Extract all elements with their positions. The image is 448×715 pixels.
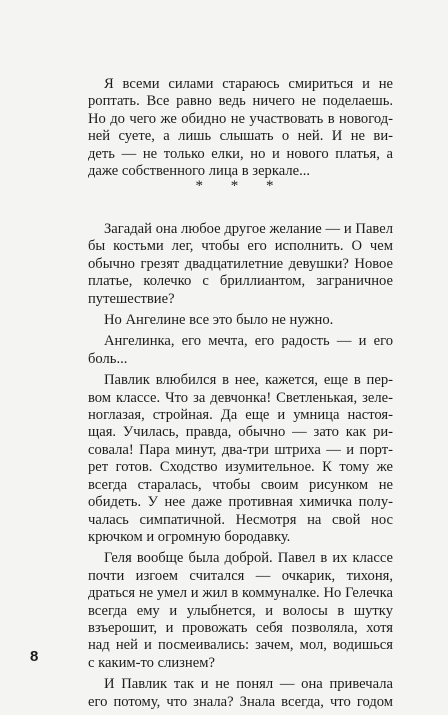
- text-line: его потому, что знала? Знала всегда, что годом: [88, 693, 393, 710]
- text-line: почти изгоем считался — очкарик, тихоня,: [88, 567, 393, 584]
- text-line: обычно грезят двадцатилетние девушки? Новое: [88, 255, 393, 272]
- text-line: Но до чего же обидно не участвовать в новогод-: [88, 110, 393, 127]
- text-line: рет готов. Сходство изумительное. К тому же: [88, 459, 393, 476]
- text-line: боль...: [88, 350, 128, 367]
- text-line: ней суете, а лишь слышать о ней. И не ви-: [88, 128, 393, 145]
- paragraph: [88, 221, 393, 308]
- text-line: крючком и огромную бородавку.: [88, 528, 291, 545]
- text-line: Я всеми силами стараюсь смириться и не: [104, 76, 393, 92]
- section-separator: * * *: [195, 178, 286, 194]
- paragraph: [88, 550, 393, 672]
- text-line: платье, колечко с бриллиантом, заграничное: [88, 273, 393, 290]
- paragraph: [88, 312, 393, 329]
- intro-paragraph: [88, 76, 393, 180]
- text-line: путешествие?: [88, 290, 175, 307]
- text-line: ноглазая, стройная. Да еще и умница настоя-: [88, 407, 393, 424]
- text-line: Геля вообще была доброй. Павел в их классе: [104, 550, 393, 567]
- text-line: Павлик влюбился в нее, кажется, еще в пер-: [104, 372, 393, 389]
- text-line: обидеть. У нее даже противная химичка полу-: [88, 494, 393, 511]
- text-line: драться не умел и жил в коммуналке. Но Гелечка: [88, 585, 393, 602]
- paragraph: [88, 676, 393, 711]
- main-text: [88, 221, 393, 715]
- text-line: даже собственного лица в зеркале...: [88, 163, 311, 180]
- text-line: чалась симпатичной. Несмотря на свой нос: [88, 511, 393, 528]
- text-line: И Павлик так и не понял — она привечала: [104, 676, 393, 693]
- text-line: бы костьми лег, чтобы его исполнить. О чем: [88, 238, 393, 255]
- text-line: Ангелинка, его мечта, его радость — и его: [104, 333, 393, 350]
- text-line: с каким-то слизнем?: [88, 654, 215, 671]
- text-line: совала! Пара минут, два-три штриха — и порт-: [88, 441, 393, 458]
- paragraph: [88, 333, 393, 368]
- text-line: всегда ему и улыбнется, и волосы в шутку: [88, 602, 393, 619]
- text-line: взъерошит, и провожать себя позволяла, хотя: [88, 619, 393, 636]
- text-line: щая. Училась, правда, обычно — зато как ри-: [88, 424, 393, 441]
- page-number: 8: [30, 648, 39, 665]
- text-line: Загадай она любое другое желание — и Павел: [104, 221, 393, 237]
- text-line: Но Ангелине все это было не нужно.: [104, 312, 334, 329]
- text-line: деть — не только елки, но и нового платья, а: [88, 145, 393, 162]
- paragraph: [88, 372, 393, 546]
- text-line: роптать. Все равно ведь ничего не поделаешь.: [88, 93, 393, 110]
- text-line: вом классе. Что за девчонка! Светленькая, зеле-: [88, 389, 393, 406]
- text-line: всегда старалась, чтобы своим рисунком не: [88, 476, 393, 493]
- text-line: над ней и посмеивались: зачем, мол, водишься: [88, 637, 393, 654]
